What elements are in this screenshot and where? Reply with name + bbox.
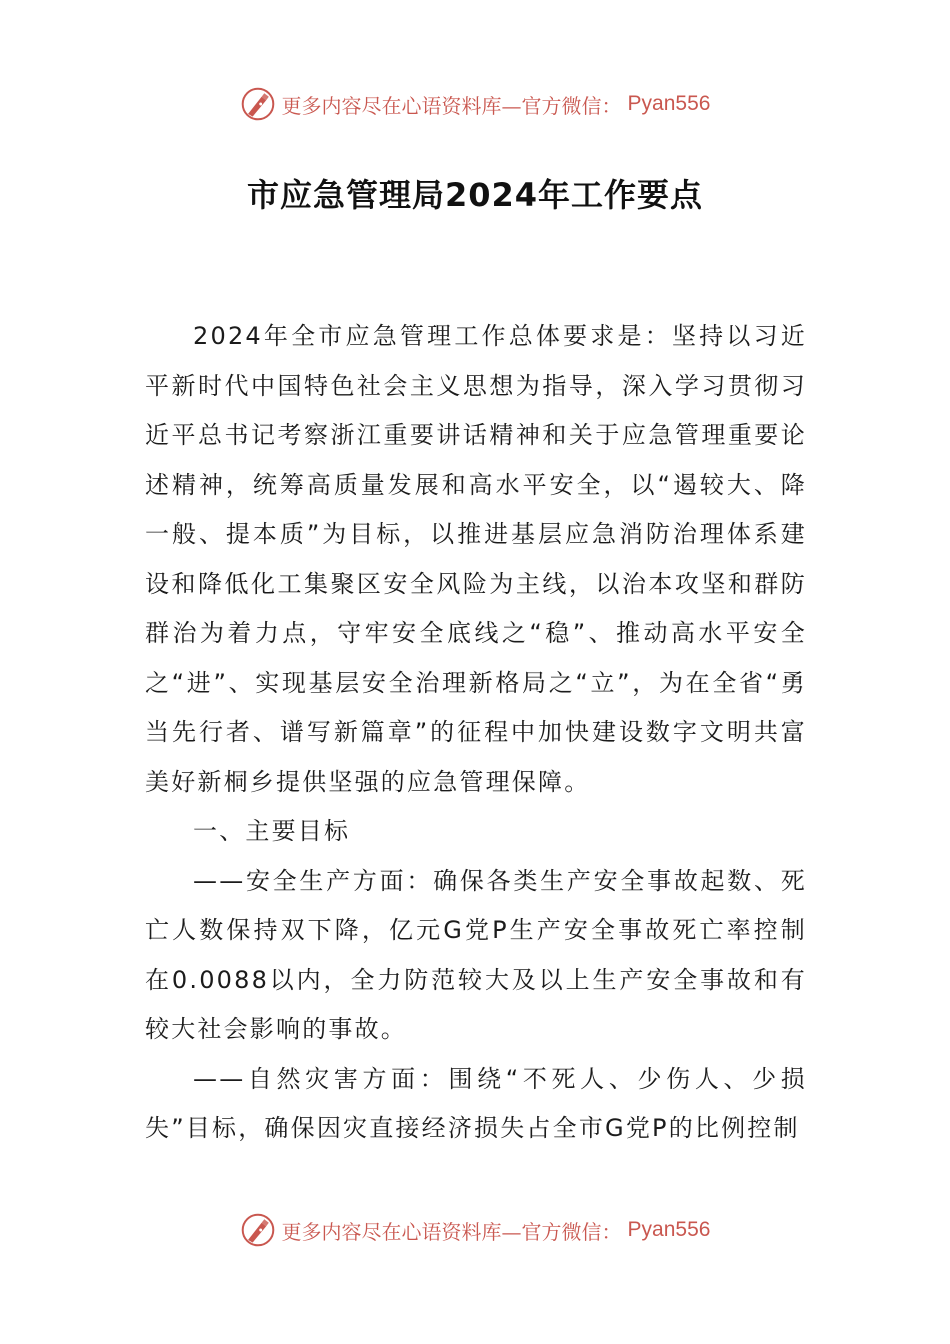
document-body	[145, 312, 807, 1154]
watermark-id: Pyan556	[627, 1218, 711, 1241]
watermark-text: 更多内容尽在心语资料库—官方微信：	[281, 1219, 622, 1244]
document-title: 市应急管理局2024年工作要点	[246, 176, 704, 214]
watermark-text: 更多内容尽在心语资料库—官方微信：	[281, 93, 622, 118]
watermark-id: Pyan556	[627, 92, 711, 115]
paragraph-natural-disasters: ——自然灾害方面：围绕“不死人、少伤人、少损失”目标，确保因灾直接经济损失占全市G党P的比例控制	[145, 1064, 807, 1142]
watermark-footer	[0, 1212, 950, 1248]
paragraph-safety-production: ——安全生产方面：确保各类生产安全事故起数、死亡人数保持双下降，亿元G党P生产安全事故死亡率控制在0.0088以内，全力防范较大及以上生产安全事故和有较大社会影响的事故。	[145, 866, 807, 1043]
pen-nib-icon	[240, 1212, 276, 1248]
watermark-header	[0, 86, 950, 122]
section-heading-main-goals: 一、主要目标	[193, 817, 351, 845]
paragraph-intro: 2024年全市应急管理工作总体要求是：坚持以习近平新时代中国特色社会主义思想为指导，深入学习贯彻习近平总书记考察浙江重要讲话精神和关于应急管理重要论述精神，统筹高质量发展和高水平安全，以“遏较大、降一般、提本质”为目标，以推进基层应急消防治理体系建设和降低化工集聚区安全风险为主线，以治本攻坚和群防群治为着力点，守牢安全底线之“稳”、推动高水平安全之“进”、实现基层安全治理新格局之“立”，为在全省“勇当先行者、谱写新篇章”的征程中加快建设数字文明共富美好新桐乡提供坚强的应急管理保障。	[145, 322, 807, 796]
pen-nib-icon	[240, 86, 276, 122]
